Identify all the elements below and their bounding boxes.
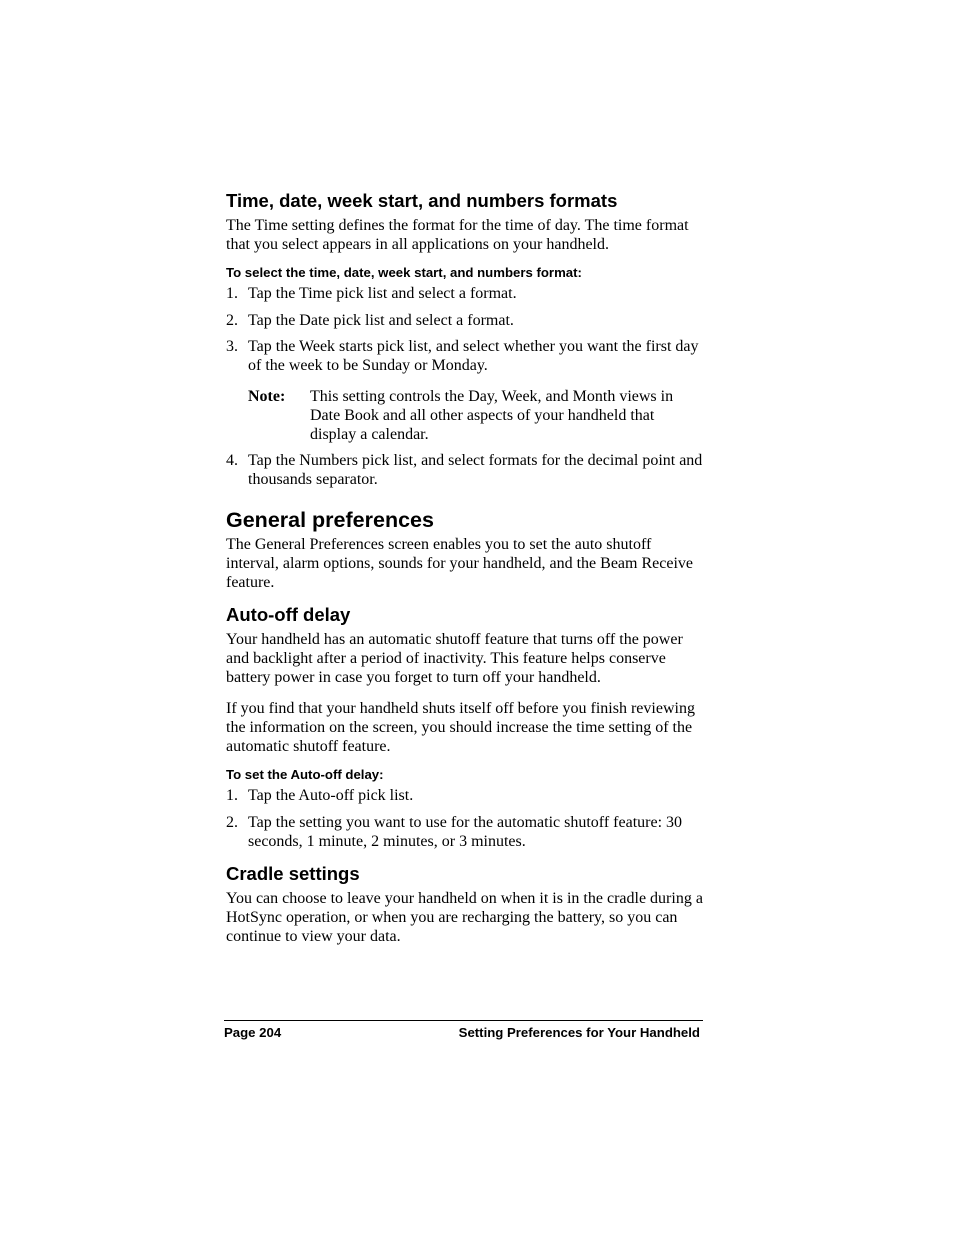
footer-chapter-title: Setting Preferences for Your Handheld (458, 1025, 700, 1040)
list-item (226, 786, 704, 805)
time-intro-paragraph: The Time setting defines the format for the time of day. The time format that you select appears in all applications on your handheld. (226, 217, 689, 253)
list-item (226, 813, 704, 851)
footer-divider (224, 1020, 703, 1021)
procedure-heading-time-formats: To select the time, date, week start, and numbers format: (226, 265, 582, 280)
general-intro-paragraph: The General Preferences screen enables you to set the auto shutoff interval, alarm options, sounds for your handheld, and the Beam Receive feature. (226, 536, 693, 591)
step-number: 2. (226, 312, 238, 329)
auto-off-paragraph-1: Your handheld has an automatic shutoff feature that turns off the power and backlight after a period of inactivity. This feature helps conserve battery power in case you forget to turn off your handheld. (226, 631, 683, 686)
note-label: Note: (248, 388, 286, 405)
section-heading-auto-off-delay: Auto-off delay (226, 604, 351, 625)
step-text: Tap the Numbers pick list, and select formats for the decimal point and thousands separator. (248, 452, 703, 488)
step-text: Tap the Date pick list and select a format. (248, 312, 514, 329)
step-text: Tap the Week starts pick list, and select whether you want the first day of the week to be Sunday or Monday. (248, 338, 699, 374)
section-heading-cradle-settings: Cradle settings (226, 863, 360, 884)
note-text: This setting controls the Day, Week, and Month views in Date Book and all other aspects of your handheld that display a calendar. (310, 388, 674, 443)
step-text: Tap the setting you want to use for the automatic shutoff feature: 30 seconds, 1 minute, 2 minutes, or 3 minutes. (248, 814, 683, 850)
list-item (226, 451, 704, 489)
list-item (226, 311, 704, 330)
footer-page-number: Page 204 (224, 1025, 282, 1040)
section-heading-general-preferences: General preferences (226, 508, 434, 532)
step-number: 3. (226, 338, 238, 355)
list-item (226, 284, 704, 303)
note-block (248, 387, 704, 444)
section-heading-time-formats: Time, date, week start, and numbers formats (226, 190, 618, 211)
step-number: 1. (226, 285, 238, 302)
step-number: 4. (226, 452, 238, 469)
auto-off-paragraph-2: If you find that your handheld shuts itself off before you finish reviewing the information on the screen, you should increase the time setting of the automatic shutoff feature. (226, 700, 695, 755)
step-number: 2. (226, 814, 238, 831)
cradle-paragraph: You can choose to leave your handheld on when it is in the cradle during a HotSync operation, or when you are recharging the battery, so you can continue to view your data. (226, 890, 703, 945)
step-text: Tap the Auto-off pick list. (248, 787, 414, 804)
procedure-heading-auto-off: To set the Auto-off delay: (226, 767, 384, 782)
list-item (226, 337, 704, 375)
step-number: 1. (226, 787, 238, 804)
step-text: Tap the Time pick list and select a format. (248, 285, 517, 302)
